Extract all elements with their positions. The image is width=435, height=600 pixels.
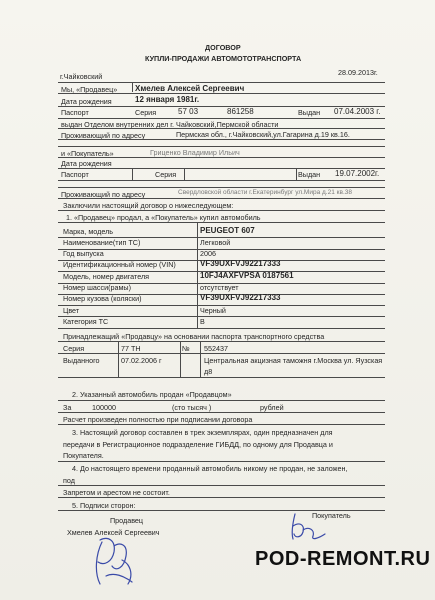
seller-passport-label: Паспорт: [61, 108, 89, 117]
buyer-sign-label: Покупатель: [312, 511, 351, 520]
vehicle-row-value: Легковой: [200, 237, 231, 247]
vehicle-row-label: Год выпуска: [63, 249, 104, 259]
buyer-passport-label: Паспорт: [61, 170, 89, 179]
doc-subtitle: КУПЛИ-ПРОДАЖИ АВТОМОТОТРАНСПОРТА: [145, 54, 302, 63]
seller-sign-label: Продавец: [110, 516, 144, 525]
seller-address-value: Пермская обл., г.Чайковский,ул.Гагарина д.19 кв.16.: [176, 130, 350, 139]
clause-3-line2: передачи в Регистрационное подразделение ГИБДД, по одному для Продавца и: [63, 440, 333, 449]
seller-issued-by: выдан Отделом внутренних дел г. Чайковский,Пермской области: [61, 120, 279, 129]
clause-1: 1. «Продавец» продал, а «Покупатель» купил автомобиль: [66, 213, 261, 222]
doc-date: 28.09.2013г.: [338, 68, 378, 77]
clause-4-line1: 4. До настоящего времени проданный автомобиль никому не продан, не заложен,: [72, 464, 348, 473]
vehicle-row-value: 10FJ4AXFVPSA 0187561: [200, 270, 294, 280]
vehicle-row-label: Наименование(тип ТС): [63, 237, 141, 247]
pts-intro: Принадлежащий «Продавцу» на основании паспорта транспортного средства: [63, 332, 325, 341]
doc-city: г.Чайковский: [60, 72, 103, 81]
agreement-concluded: Заключили настоящий договор о нижеследующем:: [63, 201, 234, 210]
seller-series-value: 57 03: [178, 107, 199, 116]
vehicle-row-value: VF39UXFVJ92217333: [200, 293, 281, 303]
vehicle-row-label: Модель, номер двигателя: [63, 271, 150, 281]
buyer-series-label: Серия: [155, 170, 177, 179]
vehicle-row-value: Черный: [200, 305, 226, 315]
pts-issued-by-line1: Центральная акцизная таможня г.Москва ул. Яузская: [204, 356, 383, 365]
seller-issued-value: 07.04.2003 г.: [334, 107, 381, 116]
vehicle-row-value: 2006: [200, 249, 216, 259]
vehicle-row-value: В: [200, 316, 205, 326]
watermark: POD-REMONT.RU: [255, 548, 431, 570]
vehicle-row-label: Цвет: [63, 305, 80, 315]
vehicle-row-label: Номер шасси(рамы): [63, 283, 131, 292]
buyer-label: и «Покупатель»: [61, 149, 114, 158]
seller-signature: [88, 532, 148, 590]
buyer-issued-value: 19.07.2002г.: [335, 169, 380, 178]
seller-address-label: Проживающий по адресу: [61, 131, 146, 140]
buyer-issued-label: Выдан: [298, 170, 321, 179]
seller-sign-name: Хмелев Алексей Сергеевич: [67, 528, 160, 537]
settlement-text: Расчет произведен полностью при подписании договора: [63, 415, 253, 424]
pts-number-label: №: [182, 344, 190, 353]
vehicle-row-divider: [58, 249, 385, 250]
seller-birth-value: 12 января 1981г.: [135, 95, 200, 104]
clause-2: 2. Указанный автомобиль продан «Продавцом»: [72, 390, 232, 399]
pts-issued-label: Выданного: [63, 356, 100, 365]
seller-issued-label: Выдан: [298, 108, 321, 117]
buyer-address-value: Свердловской области г.Екатеринбург ул.Мира д.21 кв.38: [178, 189, 352, 196]
clause-5: 5. Подписи сторон:: [72, 501, 136, 510]
price-label: За: [63, 403, 72, 412]
buyer-name: Гриценко Владимир Ильич: [150, 148, 240, 157]
seller-we-label: Мы, «Продавец»: [61, 85, 118, 94]
vehicle-row-label: Идентификационный номер (VIN): [63, 260, 176, 270]
pts-number-value: 552437: [204, 344, 228, 353]
buyer-birth-label: Дата рождения: [61, 159, 112, 168]
vehicle-row-label: Марка, модель: [63, 226, 114, 236]
seller-passport-number: 861258: [227, 107, 254, 116]
doc-title: ДОГОВОР: [205, 43, 241, 52]
clause-3-line3: Покупателя.: [63, 451, 104, 460]
buyer-address-label: Проживающий по адресу: [61, 190, 146, 199]
clause-3-line1: 3. Настоящий договор составлен в трех экземплярах, один предназначен для: [72, 428, 333, 437]
seller-birth-label: Дата рождения: [61, 97, 112, 106]
vehicle-row-value: VF39UXFVJ92217333: [200, 259, 281, 269]
price-unit: рублей: [260, 403, 284, 412]
seller-series-label: Серия: [135, 108, 157, 117]
seller-name: Хмелев Алексей Сергеевич: [135, 84, 245, 93]
vehicle-row-label: Номер кузова (коляски): [63, 294, 142, 304]
pts-issued-date: 07.02.2006 г: [121, 356, 162, 365]
vehicle-row-divider: [58, 328, 385, 329]
price-value: 100000: [92, 403, 116, 412]
vehicle-table-column-divider: [197, 222, 198, 328]
vehicle-row-label: Категория ТС: [63, 316, 109, 326]
pts-series-value: 77 ТН: [121, 344, 141, 353]
vehicle-row-value: PEUGEOT 607: [200, 225, 255, 235]
clause-4-line2: под: [63, 476, 75, 485]
pts-series-label: Серия: [63, 344, 85, 353]
clause-4-line3: Запретом и арестом не состоит.: [63, 488, 170, 497]
pts-issued-by-line2: д8: [204, 367, 213, 376]
price-words: (сто тысяч ): [172, 403, 212, 412]
vehicle-row-value: отсутствует: [200, 283, 239, 292]
buyer-signature: [283, 508, 333, 543]
